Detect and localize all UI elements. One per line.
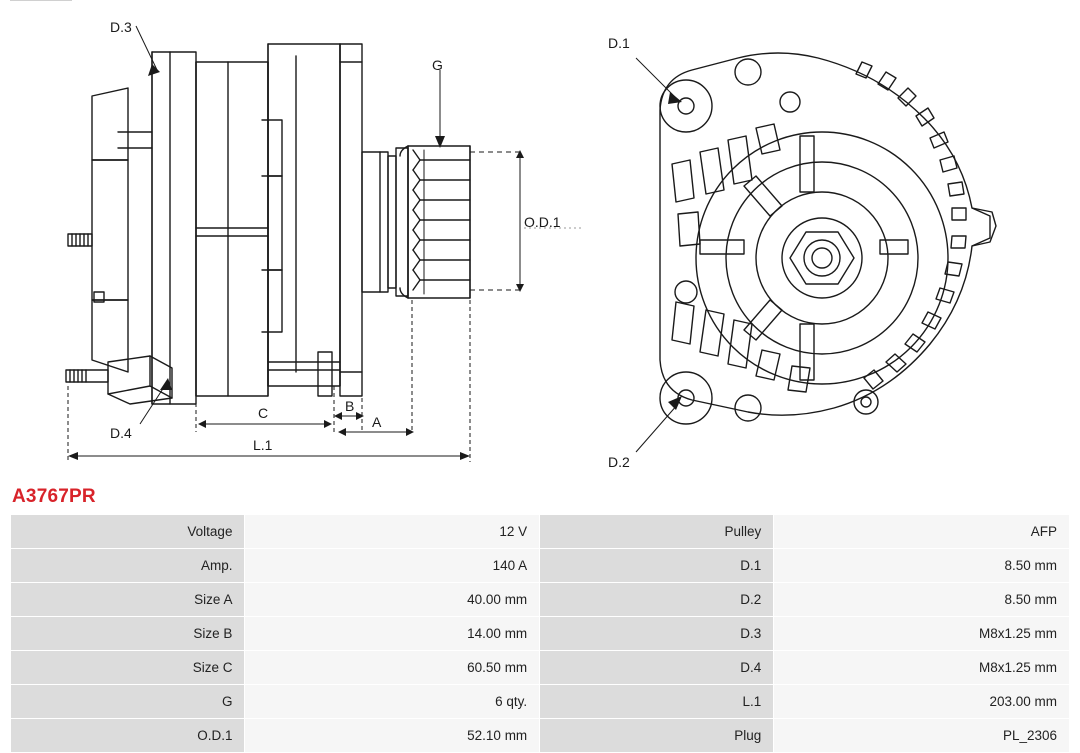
spec-value: 12 V xyxy=(245,515,540,549)
label-d4: D.4 xyxy=(110,425,132,441)
label-l1: L.1 xyxy=(253,437,273,453)
table-row xyxy=(11,719,1070,753)
spec-value: 60.50 mm xyxy=(245,651,540,685)
spec-label: Pulley xyxy=(540,515,774,549)
spec-label: O.D.1 xyxy=(11,719,245,753)
table-row xyxy=(11,515,1070,549)
spec-value: 6 qty. xyxy=(245,685,540,719)
label-od1: O.D.1 xyxy=(524,214,561,230)
spec-label: D.2 xyxy=(540,583,774,617)
label-d3: D.3 xyxy=(110,19,132,35)
spec-value: PL_2306 xyxy=(774,719,1070,753)
table-row xyxy=(11,651,1070,685)
label-a: A xyxy=(372,414,382,430)
label-b: B xyxy=(345,398,355,414)
spec-label: Voltage xyxy=(11,515,245,549)
spec-value: 14.00 mm xyxy=(245,617,540,651)
spec-value: AFP xyxy=(774,515,1070,549)
spec-label: D.4 xyxy=(540,651,774,685)
spec-value: 52.10 mm xyxy=(245,719,540,753)
spec-value: 203.00 mm xyxy=(774,685,1070,719)
spec-value: M8x1.25 mm xyxy=(774,617,1070,651)
spec-value: M8x1.25 mm xyxy=(774,651,1070,685)
table-row xyxy=(11,549,1070,583)
spec-label: G xyxy=(11,685,245,719)
spec-value: 8.50 mm xyxy=(774,583,1070,617)
label-g: G xyxy=(432,57,443,73)
label-d2: D.2 xyxy=(608,454,630,470)
spec-value: 8.50 mm xyxy=(774,549,1070,583)
spec-label: Size A xyxy=(11,583,245,617)
spec-label: D.1 xyxy=(540,549,774,583)
spec-label: L.1 xyxy=(540,685,774,719)
table-row xyxy=(11,617,1070,651)
table-row xyxy=(11,685,1070,719)
spec-value: 140 A xyxy=(245,549,540,583)
specifications-table xyxy=(10,514,1070,753)
spec-label: D.3 xyxy=(540,617,774,651)
table-row xyxy=(11,583,1070,617)
label-c: C xyxy=(258,405,269,421)
spec-label: Amp. xyxy=(11,549,245,583)
part-number: A3767PR xyxy=(12,486,96,507)
spec-label: Size B xyxy=(11,617,245,651)
spec-label: Plug xyxy=(540,719,774,753)
label-d1: D.1 xyxy=(608,35,630,51)
spec-label: Size C xyxy=(11,651,245,685)
spec-value: 40.00 mm xyxy=(245,583,540,617)
